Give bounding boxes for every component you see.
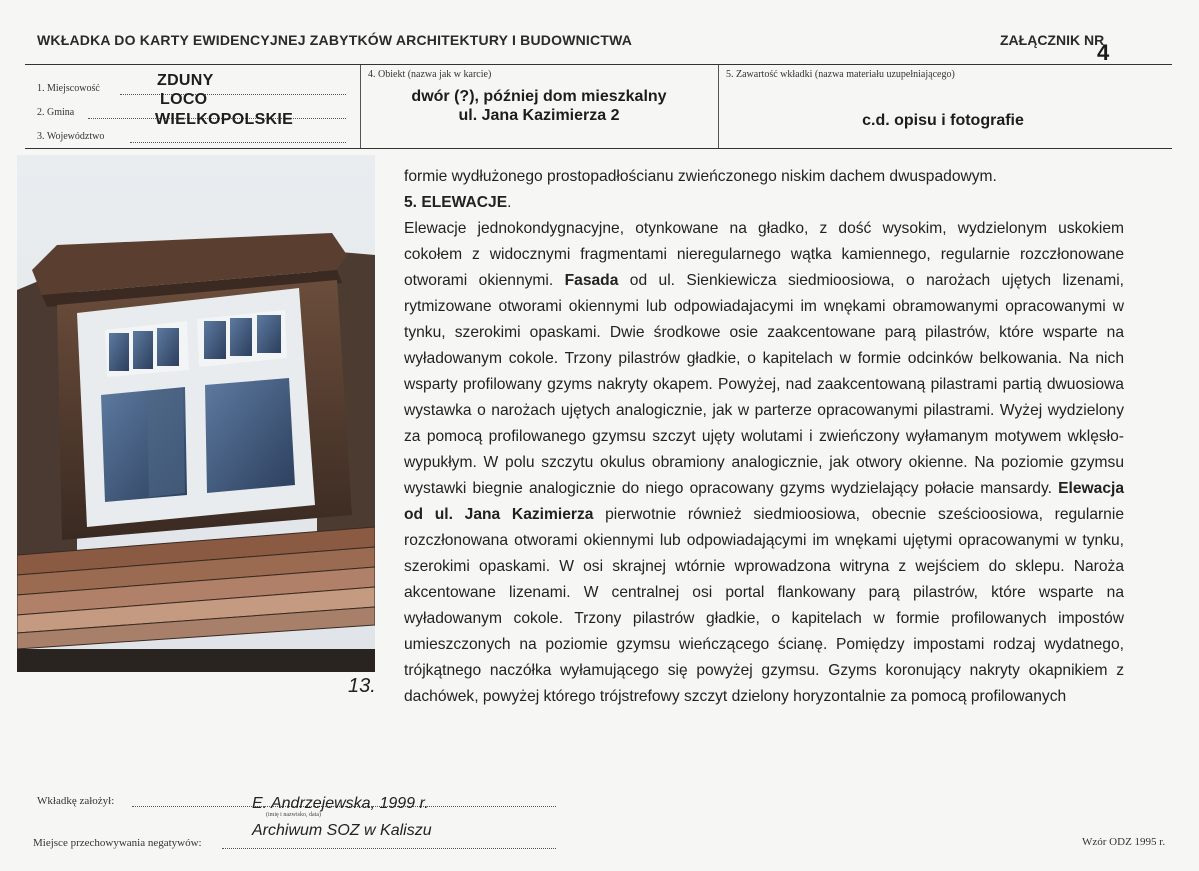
intro-line: formie wydłużonego prostopadłościanu zwieńczonego niskim dachem dwuspadowym. bbox=[404, 168, 997, 185]
header-top-rule bbox=[25, 64, 1172, 65]
wojewodztwo-dots bbox=[130, 142, 346, 143]
header-divider-2 bbox=[718, 65, 719, 148]
paragraph-part-b: od ul. Sienkiewicza siedmioosiowa, o narożach ujętych lizenami, rytmizowane otworami okiennymi lub odpowiadajacymi im wnękami obramowanymi opracowanymi w tynku, szerokimi opaskami. Dwie środkowe osie zaakcentowane parą pilastrów, które wsparte na wyładowanym cokole. Trzony pilastrów gładkie, o kapitelach w formie odcinków belkowania. Na nich wsparty profilowany gzyms nakryty okapem. Powyżej, nad zaakcentowaną pilastrami partią dwuosiowa wystawka o narożach ujętych analogicznie, jak w parterze opracowanymi pilastrami. Wyżej wydzielony za pomocą profilowanego gzymsu szczyt ujęty wolutami i zwieńczony wyłamanym motywem wklęsło-wypukłym. W polu szczytu okulus obramiony analogicznie, jak otwory okienne. Na poziomie gzymsu wystawki biegnie analogicznie do niego opracowany gzyms wydzielający połacie mansardy. bbox=[404, 272, 1124, 497]
created-by-hint: (imię i nazwisko, data) bbox=[266, 812, 321, 818]
section-heading-line bbox=[404, 190, 1124, 216]
document-title: WKŁADKA DO KARTY EWIDENCYJNEJ ZABYTKÓW ARCHITEKTURY I BUDOWNICTWA bbox=[37, 32, 633, 48]
negatives-location-label: Miejsce przechowywania negatywów: bbox=[33, 837, 202, 849]
contents-value: c.d. opisu i fotografie bbox=[862, 112, 1024, 129]
paragraph-part-c: pierwotnie również siedmioosiowa, obecnie sześcioosiowa, regularnie rozczłonowana otworami okiennymi lub odpowiadającymi im wnękami ujętymi opracowanymi w tynku, szerokimi opaskami. W osi skrajnej wtórnie wprowadzona witryna z wejściem do sklepu. Naroża akcentowane lizenami. W centralnej osi portal flankowany parą pilastrów, które wsparte na wyładowanym cokole. Trzony pilastrów gładkie, o kapitelach w formie profilowanych impostów umieszczonych na poziomie gzymsu wieńczącego ścianę. Pomiędzy impostami rodzaj wydatnego, trójkątnego naczółka wyłamującego się powyżej gzymsu. Gzyms koronujący nakryty okapnikiem z dachówek, powyżej którego trójstrefowy szczyt dzielony horyzontalnie za pomocą profilowanych bbox=[404, 506, 1124, 705]
fasada-term: Fasada bbox=[564, 272, 619, 289]
created-by-label: Wkładkę założył: bbox=[37, 795, 115, 807]
negatives-location-value: Archiwum SOZ w Kaliszu bbox=[252, 822, 432, 839]
object-name: dwór (?), później dom mieszkalny bbox=[411, 88, 667, 105]
object-label: 4. Obiekt (nazwa jak w karcie) bbox=[368, 69, 492, 80]
wojewodztwo-label: 3. Województwo bbox=[37, 131, 105, 142]
negatives-location-dots bbox=[222, 848, 556, 849]
gmina-label: 2. Gmina bbox=[37, 107, 75, 118]
section-heading: 5. ELEWACJE bbox=[404, 194, 508, 211]
miejscowosc-label: 1. Miejscowość bbox=[37, 83, 100, 94]
contents-label: 5. Zawartość wkładki (nazwa materiału uzupełniającego) bbox=[726, 69, 955, 80]
attachment-number: 4 bbox=[1097, 40, 1110, 65]
created-by-value: E. Andrzejewska, 1999 r. bbox=[252, 795, 429, 812]
photo-number: 13. bbox=[348, 675, 376, 697]
gmina-value: LOCO bbox=[160, 91, 208, 108]
form-template-note: Wzór ODZ 1995 r. bbox=[1082, 836, 1166, 848]
description-text bbox=[404, 164, 1124, 710]
elewacja-term: Elewacja od ul. Jana Kazimierza bbox=[404, 480, 1124, 523]
miejscowosc-value: ZDUNY bbox=[157, 72, 214, 89]
dormer-window-photo bbox=[17, 155, 375, 672]
object-address: ul. Jana Kazimierza 2 bbox=[458, 107, 620, 124]
paragraph-part-a: Elewacje jednokondygnacyjne, otynkowane na gładko, z dość wysokim, wydzielonym uskokiem cokołem z widocznymi fragmentami nieregularnego wątka kamiennego, regularnie rozczłonowane otworami okiennymi. bbox=[404, 220, 1124, 289]
wojewodztwo-value: WIELKOPOLSKIE bbox=[155, 111, 294, 128]
section-heading-dot: . bbox=[507, 194, 512, 211]
header-bottom-rule bbox=[25, 148, 1172, 149]
elevations-paragraph bbox=[404, 216, 1124, 710]
attachment-label: ZAŁĄCZNIK NR bbox=[1000, 32, 1105, 48]
miejscowosc-dots bbox=[120, 94, 346, 95]
